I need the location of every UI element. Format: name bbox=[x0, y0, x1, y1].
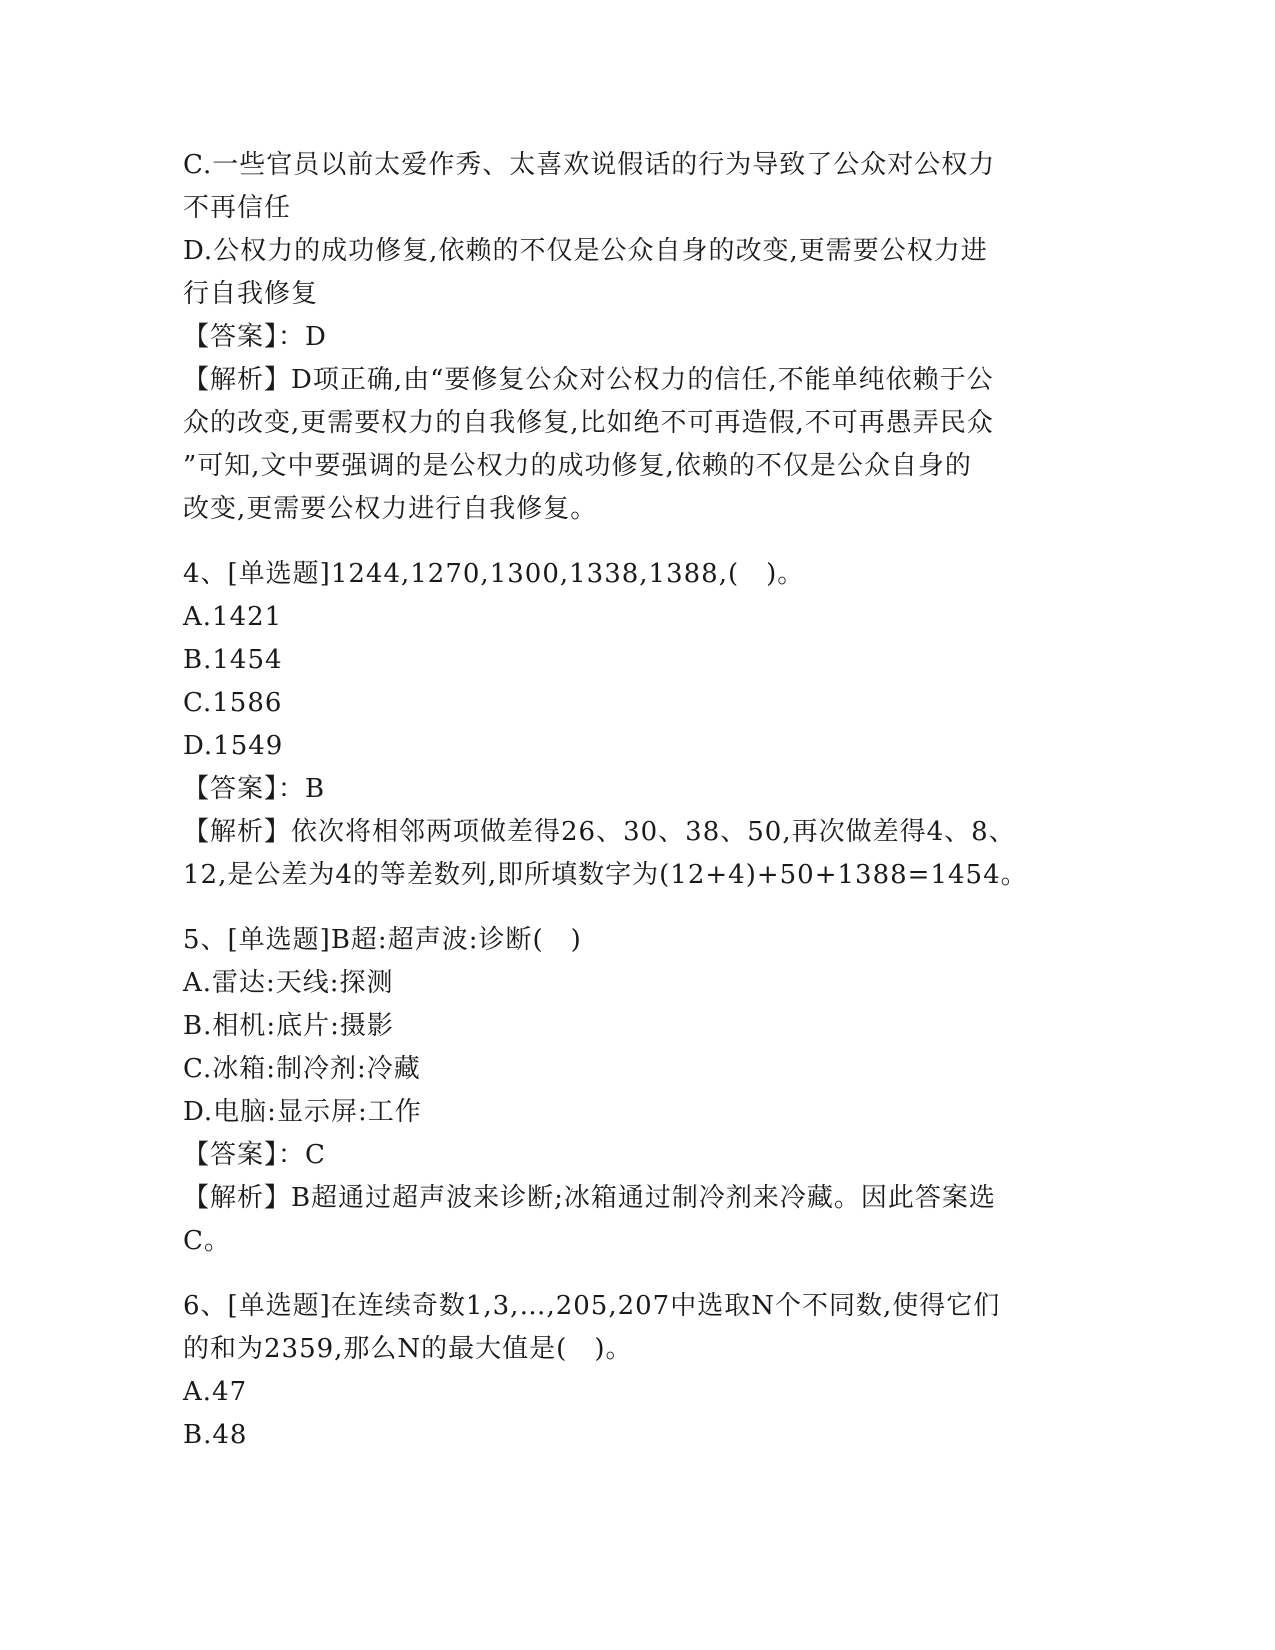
answer: 【答案】：D bbox=[183, 322, 327, 352]
analysis-line-4: 改变,更需要公权力进行自我修复。 bbox=[183, 494, 598, 524]
question-4 bbox=[183, 553, 1083, 897]
question-stem: 4、[单选题]1244,1270,1300,1338,1388,( )。 bbox=[183, 559, 805, 589]
option-a: A.1421 bbox=[183, 602, 283, 632]
analysis-line-1: 【解析】D项正确,由“要修复公众对公权力的信任,不能单纯依赖于公 bbox=[183, 365, 994, 395]
option-c: C.1586 bbox=[183, 688, 283, 718]
option-c-line-2: 不再信任 bbox=[183, 193, 292, 223]
question-stem-line-1: 6、[单选题]在连续奇数1,3,…,205,207中选取N个不同数,使得它们 bbox=[183, 1291, 1001, 1321]
option-a: A.雷达:天线:探测 bbox=[183, 968, 394, 998]
question-stem-line-2: 的和为2359,那么N的最大值是( )。 bbox=[183, 1334, 633, 1364]
option-d: D.1549 bbox=[183, 731, 284, 761]
question-5 bbox=[183, 919, 1083, 1263]
option-c-line-1: C.一些官员以前太爱作秀、太喜欢说假话的行为导致了公众对公权力 bbox=[183, 150, 996, 180]
option-d-line-1: D.公权力的成功修复,依赖的不仅是公众自身的改变,更需要公权力进 bbox=[183, 236, 988, 266]
question-6 bbox=[183, 1285, 1083, 1457]
question-3-tail bbox=[183, 144, 1083, 531]
analysis-line-3: ”可知,文中要强调的是公权力的成功修复,依赖的不仅是公众自身的 bbox=[183, 451, 972, 481]
question-stem: 5、[单选题]B超:超声波:诊断( ) bbox=[183, 925, 582, 955]
answer: 【答案】：C bbox=[183, 1140, 326, 1170]
analysis-line-1: 【解析】B超通过超声波来诊断;冰箱通过制冷剂来冷藏。因此答案选 bbox=[183, 1183, 996, 1213]
option-c: C.冰箱:制冷剂:冷藏 bbox=[183, 1054, 421, 1084]
analysis-line-2: 12,是公差为4的等差数列,即所填数字为(12+4)+50+1388=1454。 bbox=[183, 860, 1028, 890]
option-a: A.47 bbox=[183, 1377, 248, 1407]
option-d-line-2: 行自我修复 bbox=[183, 279, 319, 309]
answer: 【答案】：B bbox=[183, 774, 326, 804]
analysis-line-2: C。 bbox=[183, 1226, 231, 1256]
analysis-line-1: 【解析】依次将相邻两项做差得26、30、38、50,再次做差得4、8、 bbox=[183, 817, 1016, 847]
option-b: B.相机:底片:摄影 bbox=[183, 1011, 394, 1041]
option-b: B.48 bbox=[183, 1420, 248, 1450]
option-b: B.1454 bbox=[183, 645, 283, 675]
option-d: D.电脑:显示屏:工作 bbox=[183, 1097, 422, 1127]
analysis-line-2: 众的改变,更需要权力的自我修复,比如绝不可再造假,不可再愚弄民众 bbox=[183, 408, 994, 438]
document-page bbox=[183, 144, 1083, 1457]
